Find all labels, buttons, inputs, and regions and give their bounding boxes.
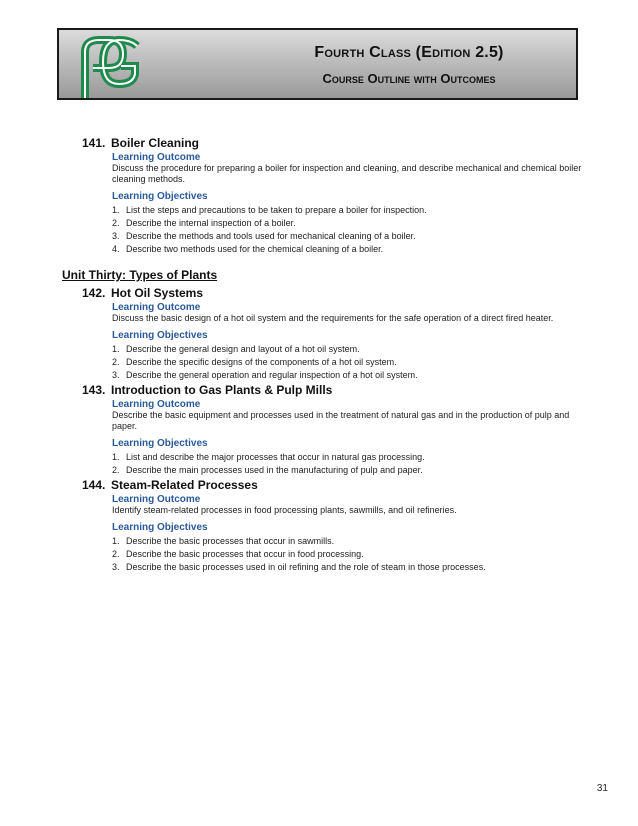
objective-item <box>112 204 582 217</box>
objective-item <box>112 356 582 369</box>
objective-text: List and describe the major processes that occur in natural gas processing. <box>126 452 425 462</box>
section-title: Steam-Related Processes <box>111 478 258 492</box>
objective-text: Describe the basic processes that occur in food processing. <box>126 549 364 559</box>
unit-title: Unit Thirty: Types of Plants <box>62 268 218 282</box>
learning-objectives-label: Learning Objectives <box>112 330 208 341</box>
objective-text: Describe the general design and layout of a hot oil system. <box>126 344 360 354</box>
section-143 <box>82 383 582 477</box>
objective-item <box>112 343 582 356</box>
document-title: Fourth Class (Edition 2.5) <box>314 44 504 61</box>
objective-item <box>112 369 582 382</box>
objective-text: Describe the methods and tools used for mechanical cleaning of a boiler. <box>126 231 416 241</box>
section-142 <box>82 286 582 382</box>
objectives-list <box>112 204 582 256</box>
objective-text: Describe the internal inspection of a boiler. <box>126 218 296 228</box>
learning-outcome-text: Discuss the basic design of a hot oil system and the requirements for the safe operation of a direct fired heater. <box>112 313 554 323</box>
section-title: Hot Oil Systems <box>111 286 204 300</box>
pg-logo-icon <box>79 32 143 102</box>
objective-text: Describe the specific designs of the components of a hot oil system. <box>126 357 397 367</box>
learning-outcome-label: Learning Outcome <box>112 494 201 505</box>
objective-number: 1. <box>112 536 120 546</box>
objective-text: Describe two methods used for the chemical cleaning of a boiler. <box>126 244 384 254</box>
learning-outcome-label: Learning Outcome <box>112 302 201 313</box>
section-heading <box>82 383 582 397</box>
objectives-list <box>112 343 582 382</box>
section-number: 143. <box>82 383 106 397</box>
objective-item <box>112 230 582 243</box>
objective-number: 2. <box>112 357 120 367</box>
objectives-list <box>112 451 582 477</box>
objective-number: 4. <box>112 244 120 254</box>
objective-item <box>112 243 582 256</box>
section-number: 142. <box>82 286 106 300</box>
objective-number: 1. <box>112 344 120 354</box>
learning-outcome-label: Learning Outcome <box>112 152 201 163</box>
objective-number: 3. <box>112 562 120 572</box>
objective-item <box>112 451 582 464</box>
page-header <box>57 28 578 100</box>
section-144 <box>82 478 582 574</box>
learning-objectives-label: Learning Objectives <box>112 522 208 533</box>
section-heading <box>82 136 582 150</box>
objective-text: List the steps and precautions to be taken to prepare a boiler for inspection. <box>126 205 427 215</box>
document-subtitle: Course Outline with Outcomes <box>322 71 496 86</box>
objective-number: 2. <box>112 218 120 228</box>
section-heading <box>82 478 582 492</box>
page-number: 31 <box>596 783 608 794</box>
course-outline <box>62 136 582 575</box>
section-heading <box>82 286 582 300</box>
objective-number: 3. <box>112 231 120 241</box>
objective-text: Describe the basic processes that occur in sawmills. <box>126 536 335 546</box>
section-title: Boiler Cleaning <box>111 136 200 150</box>
section-title: Introduction to Gas Plants & Pulp Mills <box>111 383 333 397</box>
learning-objectives-label: Learning Objectives <box>112 191 208 202</box>
learning-outcome-text: Identify steam-related processes in food processing plants, sawmills, and oil refineries. <box>112 505 457 515</box>
section-141 <box>82 136 582 256</box>
objective-number: 2. <box>112 465 120 475</box>
objective-text: Describe the main processes used in the manufacturing of pulp and paper. <box>126 465 423 475</box>
objective-item <box>112 535 582 548</box>
objective-text: Describe the basic processes used in oil refining and the role of steam in those processes. <box>126 562 486 572</box>
objective-item <box>112 561 582 574</box>
learning-outcome-text: Discuss the procedure for preparing a boiler for inspection and cleaning, and describe mechanical and chemical boiler cleaning methods. <box>112 163 582 184</box>
objective-text: Describe the general operation and regular inspection of a hot oil system. <box>126 370 418 380</box>
learning-objectives-label: Learning Objectives <box>112 438 208 449</box>
objective-number: 3. <box>112 370 120 380</box>
learning-outcome-label: Learning Outcome <box>112 399 201 410</box>
objective-number: 2. <box>112 549 120 559</box>
learning-outcome-text: Describe the basic equipment and processes used in the treatment of natural gas and in the production of pulp and paper. <box>112 410 570 431</box>
objective-item <box>112 548 582 561</box>
section-number: 144. <box>82 478 106 492</box>
section-number: 141. <box>82 136 106 150</box>
objectives-list <box>112 535 582 574</box>
objective-item <box>112 217 582 230</box>
objective-number: 1. <box>112 452 120 462</box>
objective-item <box>112 464 582 477</box>
objective-number: 1. <box>112 205 120 215</box>
